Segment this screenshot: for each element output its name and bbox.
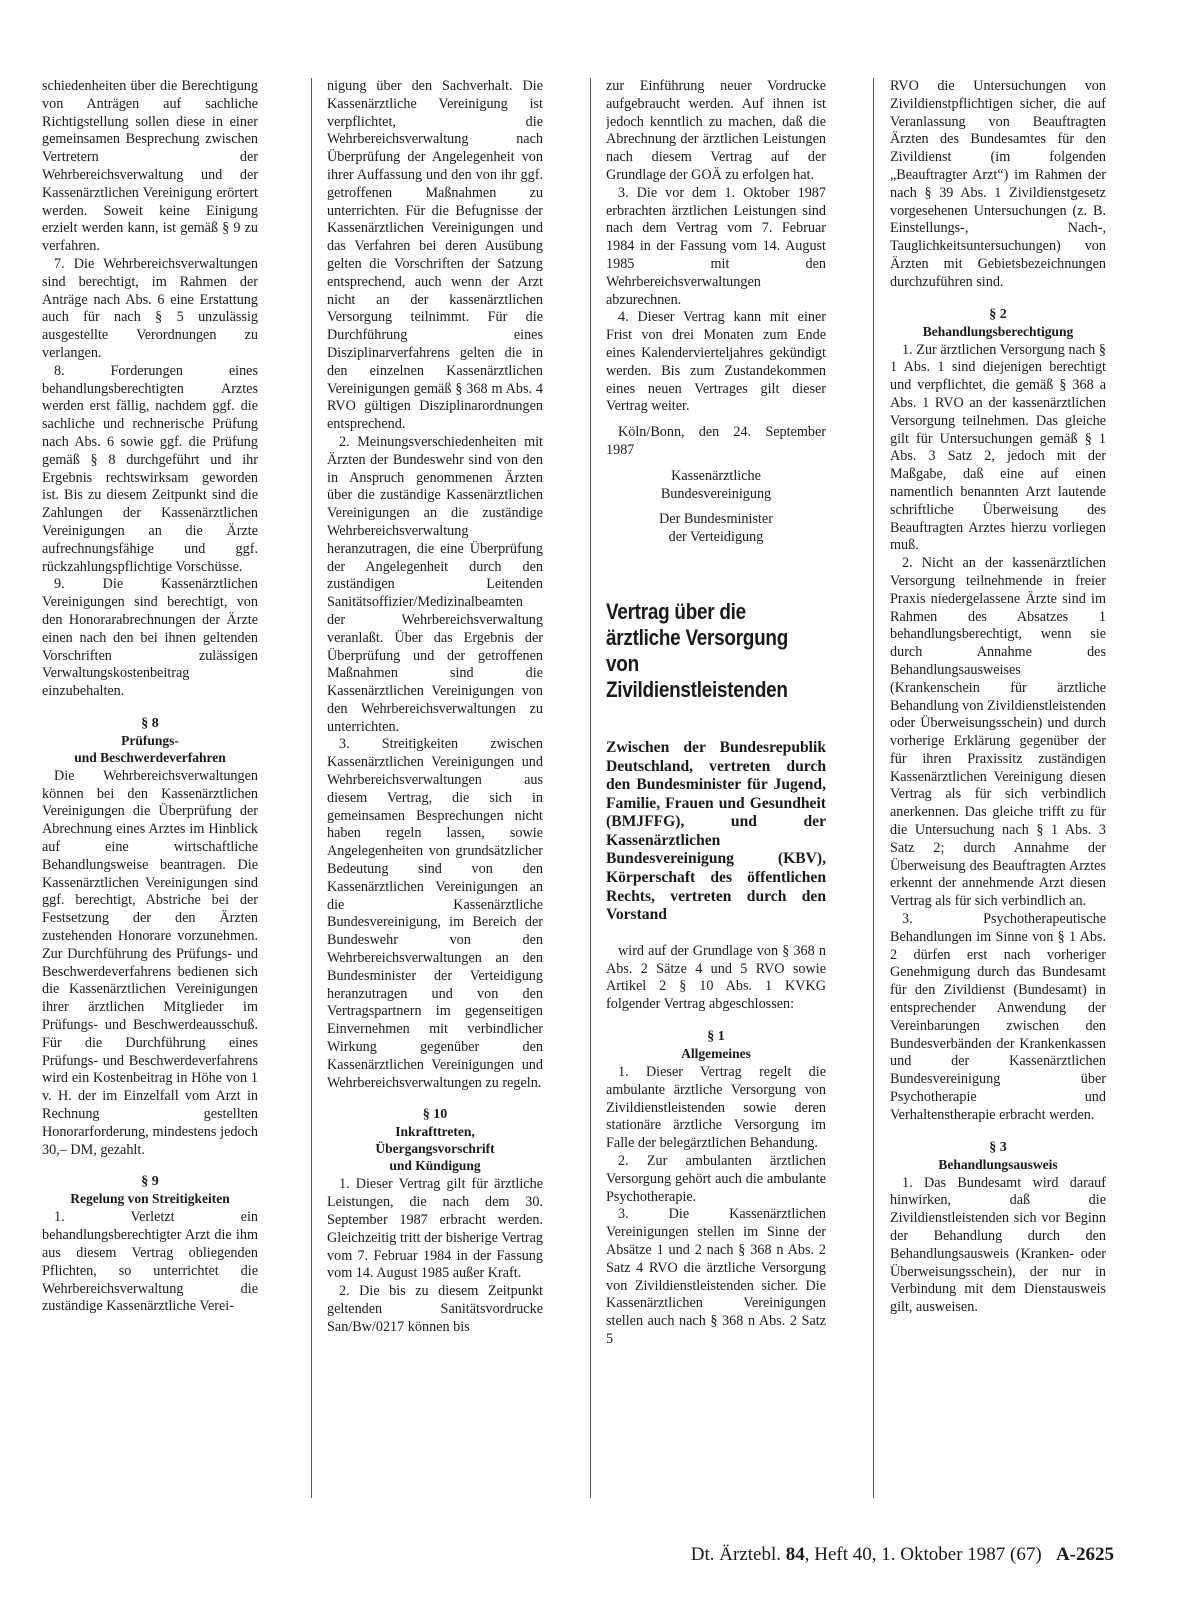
section-title: Inkrafttreten, [395, 1124, 475, 1140]
signatory-line: Der Bundesminister [659, 511, 773, 528]
paragraph: 4. Dieser Vertrag kann mit einer Frist von drei Monaten zum Ende eines Kalendervierteljahres gekündigt werden. Bis zum Zustandekommen eines neuen Vertrages gilt dieser Vertrag weiter. [606, 309, 826, 415]
signatory-kbv [606, 468, 826, 504]
signatory-bmvg [606, 511, 826, 547]
text-column-2 [327, 78, 543, 1506]
paragraph: RVO die Untersuchungen von Zivildienstpflichtigen sicher, die auf Veranlassung von Beauftragten Ärzten des Bundesamtes für den Zivildienst (im folgenden „Beauftragter Arzt“) im Rahmen der nach § 39 Abs. 1 Zivildienstgesetz vorgesehenen Untersuchungen (z. B. Einstellungs-, Nach-, Tauglichkeitsuntersuchungen) von Ärzten mit Gebietsbezeichnungen durchzuführen sind. [890, 78, 1106, 290]
issue-info: , Heft 40, 1. Oktober 1987 (67) [804, 1544, 1042, 1565]
section-number: § 1 [707, 1029, 725, 1045]
signatory-line: Kassenärztliche [671, 467, 761, 484]
text-column-4 [890, 78, 1106, 1506]
paragraph: 1. Zur ärztlichen Versorgung nach § 1 Abs. 1 sind diejenigen berechtigt und verpflichtet, die gemäß § 368 a Abs. 1 RVO an der kassenärztlichen Versorgung teilnehmen. Das gleiche gilt für Untersuchungen gemäß § 1 Abs. 3 Satz 2, jedoch mit der Maßgabe, daß eine auf einen namentlich benannten Arzt lautende schriftliche Überweisung des Beauftragten Arztes hierzu vorliegen muß. [890, 341, 1106, 554]
signatory-line: Bundesvereinigung [660, 485, 772, 502]
column-rule [311, 78, 312, 1498]
paragraph: 8. Forderungen eines behandlungsberechtigten Arztes werden erst fällig, nachdem ggf. die sachliche und rechnerische Prüfung nach Abs. 6 sowie ggf. die Prüfung gemäß § 8 durchgeführt und ihr Ergebnis rechtswirksam geworden ist. Bis zu diesem Zeitpunkt sind die Zahlungen der Kassenärztlichen Vereinigungen an die Ärzte aufrechnungsfähige und ggf. rückzahlungspflichtige Vorschüsse. [42, 362, 258, 575]
section-title: und Kündigung [389, 1158, 481, 1174]
contract-parties: Zwischen der Bundesrepublik Deutschland, vertreten durch den Bundesminister für Jugend, Familie, Frauen und Gesundheit (BMJFFG), und der Kassenärztlichen Bundesvereinigung (KBV), Körperschaft des öffentlichen Rechts, vertreten durch den Vorstand [606, 738, 826, 924]
paragraph: Die Wehrbereichsverwaltungen können bei den Kassenärztlichen Vereinigungen die Überprüfung der Abrechnung eines Arztes im Hinblick auf eine wirtschaftliche Behandlungsweise beantragen. Die Kassenärztlichen Vereinigungen sind ggf. berechtigt, Abstriche bei der Festsetzung der den Ärzten zustehenden Honorare vorzunehmen. Zur Durchführung des Prüfungs- und Beschwerdeverfahrens bedienen sich die Kassenärztlichen Vereinigungen ihrer ärztlichen Mitglieder im Prüfungs- und Beschwerdeausschuß. Für die Durchführung eines Prüfungs- und Beschwerdeverfahrens wird ein Kostenbeitrag in Höhe von 1 v. H. der im Einzelfall vom Arzt in Rechnung gestellten Honorarforderung, mindestens jedoch 30,– DM, gezahlt. [42, 767, 258, 1158]
section-number: § 8 [141, 715, 159, 731]
volume-number: 84 [785, 1544, 805, 1565]
section-number: § 2 [989, 306, 1007, 322]
page-footer [594, 1544, 1114, 1566]
paragraph: 1. Das Bundesamt wird darauf hinwirken, daß die Zivildienstleistenden sich vor Beginn der Behandlung durch den Behandlungsausweis (Kranken- oder Überweisungsschein), der nur in Verbindung mit dem Dienstausweis gilt, ausweisen. [890, 1174, 1106, 1316]
paragraph: 9. Die Kassenärztlichen Vereinigungen sind berechtigt, von den Honorarabrechnungen der Ärzte einen nach den bei ihnen geltenden Vorschriften zulässigen Verwaltungskostenbeitrag einzubehalten. [42, 576, 258, 700]
paragraph: 3. Streitigkeiten zwischen Kassenärztlichen Vereinigungen und Wehrbereichsverwaltungen aus diesem Vertrag, die sich in gemeinsamen Besprechungen nicht haben regeln lassen, sowie Angelegenheiten von grundsätzlicher Bedeutung sind von den Kassenärztlichen Vereinigungen an die Kassenärztliche Bundesvereinigung, im Bereich der Bundeswehr von den Wehrbereichsverwaltungen an den Bundesminister der Verteidigung heranzutragen und von den Vertragspartnern im gegenseitigen Einvernehmen mit verbindlicher Wirkung gegenüber den Kassenärztlichen Vereinigungen und Wehrbereichsverwaltungen zu regeln. [327, 736, 543, 1091]
paragraph: 3. Die vor dem 1. Oktober 1987 erbrachten ärztlichen Leistungen sind nach dem Vertrag vom 7. Februar 1984 in der Fassung vom 14. August 1985 mit den Wehrbereichsverwaltungen abzurechnen. [606, 184, 826, 308]
paragraph: wird auf der Grundlage von § 368 n Abs. 2 Sätze 4 und 5 RVO sowie Artikel 2 § 10 Abs. 1 KVKG folgender Vertrag abgeschlossen: [606, 942, 826, 1013]
section-title: Prüfungs- [121, 732, 179, 748]
place-date: Köln/Bonn, den 24. September 1987 [606, 424, 826, 458]
journal-name: Dt. Ärztebl. [690, 1544, 781, 1565]
paragraph: 1. Dieser Vertrag gilt für ärztliche Leistungen, die nach dem 30. September 1987 erbracht werden. Gleichzeitig tritt der bisherige Vertrag vom 7. Februar 1984 in der Fassung vom 14. August 1985 außer Kraft. [327, 1176, 543, 1282]
paragraph: 3. Die Kassenärztlichen Vereinigungen stellen im Sinne der Absätze 1 und 2 nach § 368 n Abs. 2 Satz 4 RVO die ärztliche Versorgung von Zivildienstleistenden sicher. Die Kassenärztlichen Vereinigungen stellen auch nach § 368 n Abs. 2 Satz 5 [606, 1206, 826, 1347]
column-rule [873, 78, 874, 1498]
paragraph: 2. Zur ambulanten ärztlichen Versorgung gehört auch die ambulante Psychotherapie. [606, 1153, 826, 1205]
section-title: Behandlungsausweis [938, 1156, 1058, 1172]
article-headline: Vertrag über die ärztliche Versorgung von Zivildienstleistenden [606, 598, 788, 702]
paragraph: zur Einführung neuer Vordrucke aufgebraucht werden. Auf ihnen ist jedoch kenntlich zu machen, daß die Abrechnung der ärztlichen Leistungen nach diesem Vertrag auf der Grundlage der GOÄ zu erfolgen hat. [606, 78, 826, 183]
section-title: Allgemeines [681, 1046, 751, 1062]
column-rule [590, 78, 591, 1498]
paragraph: schiedenheiten über die Berechtigung von Anträgen auf sachliche Richtigstellung sollen diese in einer gemeinsamen Besprechung zwischen Vertretern der Wehrbereichsverwaltung und der Kassenärztlichen Vereinigung erörtert werden. Soweit keine Einigung erzielt werden kann, ist gemäß § 9 zu verfahren. [42, 78, 258, 255]
paragraph: 1. Verletzt ein behandlungsberechtigter Arzt die ihm aus diesem Vertrag obliegenden Pflichten, so unterrichtet die Wehrbereichsverwaltung die zuständige Kassenärztliche Verei- [42, 1209, 258, 1315]
text-column-1 [42, 78, 258, 1506]
paragraph: 2. Meinungsverschiedenheiten mit Ärzten der Bundeswehr sind von den in Anspruch genommenen Ärzten über die zuständige Kassenärztlichen Vereinigungen an die zuständige Wehrbereichsverwaltung heranzutragen, die eine Überprüfung der Angelegenheit durch den zuständigen Leitenden Sanitätsoffizier/Medizinalbeamten der Wehrbereichsverwaltung veranlaßt. Über das Ergebnis der Überprüfung und der getroffenen Maßnahmen sind die Kassenärztlichen Vereinigungen von den Wehrbereichsverwaltungen zu unterrichten. [327, 433, 543, 735]
signatory-line: der Verteidigung [668, 529, 764, 546]
section-number: § 10 [422, 1107, 448, 1123]
text-column-3 [606, 78, 826, 1506]
section-title: Regelung von Streitigkeiten [70, 1191, 230, 1207]
page-number: A-2625 [1055, 1544, 1114, 1565]
section-title: und Beschwerdeverfahren [74, 749, 226, 765]
paragraph: 1. Dieser Vertrag regelt die ambulante ärztliche Versorgung von Zivildienstleistenden sowie deren stationäre ärztliche Versorgung im Falle der belegärztlichen Behandung. [606, 1064, 826, 1152]
paragraph: 2. Nicht an der kassenärztlichen Versorgung teilnehmende in freier Praxis niedergelassene Ärzte sind im Rahmen des Absatzes 1 behandlungsberechtigt, wenn sie durch Annahme des Behandlungsausweises (Krankenschein für ärztliche Behandlung von Zivildienstleistenden oder Überweisungsschein) und durch vorherige Erklärung gegenüber der für ihren Praxissitz zuständigen Kassenärztlichen Vereinigung diesen Vertrag als für sich verbindlich anerkennen. Das gleiche trifft zu für die Untersuchung nach § 1 Abs. 3 Satz 2; durch Annahme der Überweisung des Beauftragten Arztes erkennt der annehmende Arzt diesen Vertrag als für sich verbindlich an. [890, 555, 1106, 910]
section-number: § 3 [989, 1139, 1007, 1155]
paragraph: 3. Psychotherapeutische Behandlungen im Sinne von § 1 Abs. 2 dürfen erst nach vorheriger Genehmigung durch das Bundesamt für den Zivildienst (Bundesamt) in entsprechender Anwendung der Vereinbarungen zwischen den Bundesverbänden der Krankenkassen und der Kassenärztlichen Bundesvereinigung über Psychotherapie und Verhaltenstherapie erbracht werden. [890, 911, 1106, 1123]
section-number: § 9 [141, 1174, 159, 1190]
paragraph: nigung über den Sachverhalt. Die Kassenärztliche Vereinigung ist verpflichtet, die Wehrbereichsverwaltung nach Überprüfung der Angelegenheit von ihrer Auffassung und den von ihr ggf. getroffenen Maßnahmen zu unterrichten. Für die Befugnisse der Kassenärztlichen Vereinigungen und das Verfahren bei deren Ausübung gelten die Vorschriften der Satzung entsprechend, auch wenn der Arzt nicht an der kassenärztlichen Versorgung teilnimmt. Für die Durchführung eines Disziplinarverfahrens gelten die in den einzelnen Kassenärztlichen Vereinigungen gemäß § 368 m Abs. 4 RVO gültigen Disziplinarordnungen entsprechend. [327, 78, 543, 433]
paragraph: 2. Die bis zu diesem Zeitpunkt geltenden Sanitätsvordrucke San/Bw/0217 können bis [327, 1283, 543, 1335]
section-title: Übergangsvorschrift [375, 1141, 495, 1157]
section-title: Behandlungsberechtigung [922, 323, 1074, 339]
paragraph: 7. Die Wehrbereichsverwaltungen sind berechtigt, im Rahmen der Anträge nach Abs. 6 eine Erstattung auch für nach § 5 unzulässig ausgestellte Verordnungen zu verlangen. [42, 255, 258, 361]
